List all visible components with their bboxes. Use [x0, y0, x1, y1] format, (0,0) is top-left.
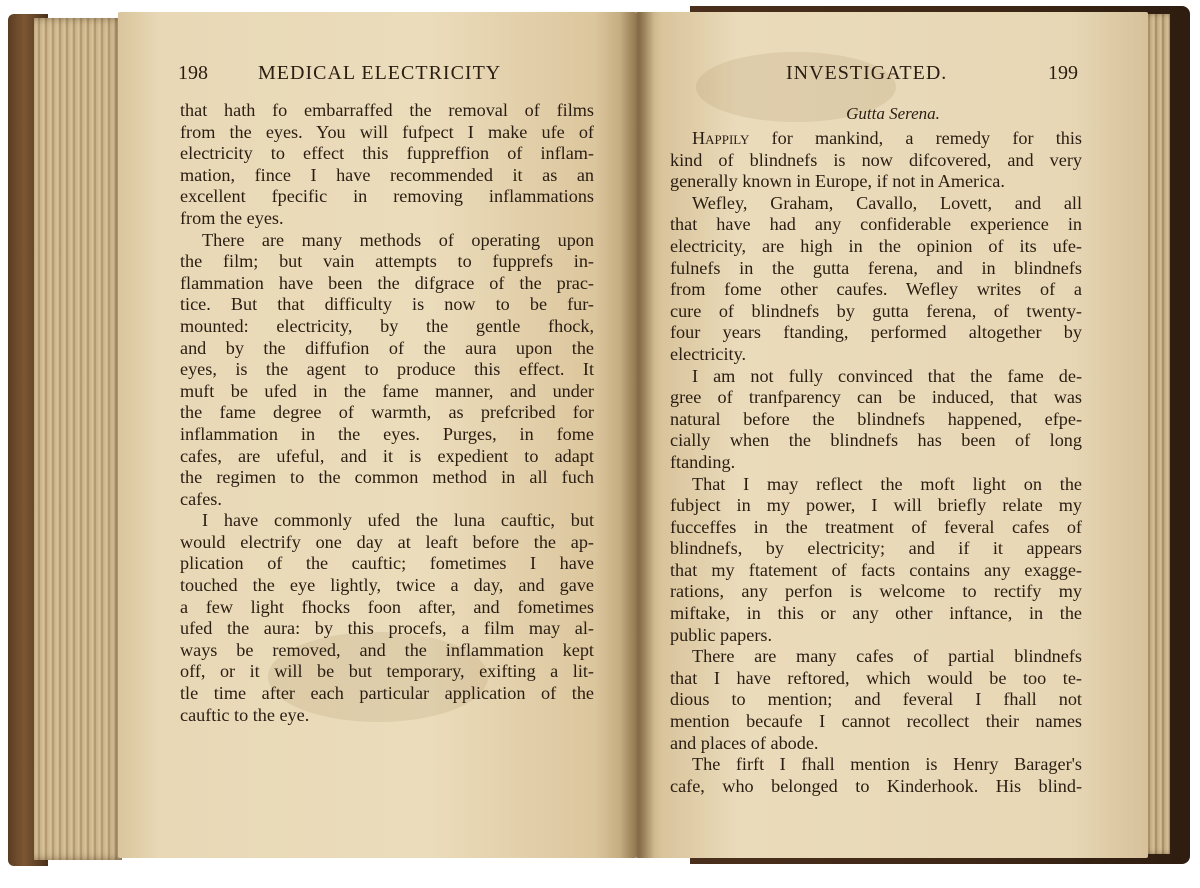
text-line: blindnefs, by electricity; and if it appears: [670, 538, 1082, 559]
text-line: would electrify one day at leaft before the ap-: [180, 531, 594, 552]
text-line: from the eyes. You will fufpect I make ufe of: [180, 121, 594, 142]
text-line: I am not fully convinced that the fame de-: [692, 365, 1082, 386]
text-line: fulnefs in the gutta ferena, and in blindnefs: [670, 257, 1082, 278]
left-page: [118, 12, 636, 858]
book-gutter: [620, 12, 654, 858]
body-text: [670, 128, 1082, 797]
text-line: ufed the aura: by this procefs, a film may al-: [180, 618, 594, 639]
text-line: a few light fhocks foon after, and fometimes: [180, 596, 594, 617]
text-line: fucceffes in the treatment of feveral cafes of: [670, 516, 1082, 537]
text-line: cauftic to the eye.: [180, 704, 310, 725]
text-line: from the eyes.: [180, 207, 284, 228]
text-line: The firft I fhall mention is Henry Barager's: [692, 754, 1082, 775]
text-line: mounted: electricity, by the gentle fhock,: [180, 315, 594, 336]
text-line: ways be removed, and the inflammation kept: [180, 639, 594, 660]
text-line: public papers.: [670, 624, 773, 645]
text-line: tice. But that difficulty is now to be fur-: [180, 294, 594, 315]
text-line: mention becaufe I cannot recollect their names: [670, 711, 1082, 732]
text-line: dious to mention; and feveral I fhall not: [670, 689, 1082, 710]
text-line: that my ftatement of facts contains any exagge-: [670, 559, 1082, 580]
text-line: cafe, who belonged to Kinderhook. His blind-: [670, 775, 1082, 796]
running-head: INVESTIGATED.: [786, 62, 948, 84]
text-line: I have commonly ufed the luna cauftic, but: [202, 510, 594, 531]
text-line: electricity, are high in the opinion of its ufe-: [670, 235, 1082, 256]
text-line: fubject in my power, I will briefly relate my: [670, 495, 1082, 516]
text-line: electricity.: [670, 343, 747, 364]
text-line: Wefley, Graham, Cavallo, Lovett, and all: [692, 192, 1082, 213]
first-word: Happily: [692, 128, 750, 148]
text-line: cure of blindnefs by gutta ferena, of twenty-: [670, 300, 1082, 321]
page-number: 199: [1048, 62, 1078, 84]
text-line: inflammation in the eyes. Purges, in fome: [180, 423, 594, 444]
text-line: cafes.: [180, 488, 222, 509]
text-line: and places of abode.: [670, 732, 819, 753]
text-line: flammation have been the difgrace of the prac-: [180, 272, 594, 293]
text-line: cially when the blindnefs has been of long: [670, 430, 1082, 451]
text-line: that I have reftored, which would be too te-: [670, 667, 1082, 688]
text-line: rations, any perfon is welcome to rectify my: [670, 581, 1082, 602]
text-line: touched the eye lightly, twice a day, and gave: [180, 575, 594, 596]
text-line: the film; but vain attempts to fupprefs in-: [180, 251, 594, 272]
page-number: 198: [178, 62, 208, 84]
text-line: kind of blindnefs is now difcovered, and very: [670, 149, 1082, 170]
text-line: That I may reflect the moft light on the: [692, 473, 1082, 494]
text-line: mation, fince I have recommended it as an: [180, 164, 594, 185]
text-line: from fome other caufes. Wefley writes of a: [670, 279, 1082, 300]
text-line: natural before the blindnefs happened, efpe-: [670, 408, 1082, 429]
text-line: plication of the cauftic; fometimes I have: [180, 553, 594, 574]
page-edges-left: [34, 18, 122, 860]
body-text: [180, 100, 594, 726]
right-page: [636, 12, 1148, 858]
text-line: eyes, is the agent to produce this effect. It: [180, 359, 594, 380]
text-line: generally known in Europe, if not in America.: [670, 171, 1005, 192]
text-line: Happily for mankind, a remedy for this: [692, 128, 1082, 148]
text-line: There are many methods of operating upon: [202, 229, 594, 250]
text-line: four years ftanding, performed altogether by: [670, 322, 1082, 343]
text-line: excellent fpecific in removing inflammations: [180, 186, 594, 207]
text-line: electricity to effect this fuppreffion of inflam-: [180, 143, 594, 164]
text-line: cafes, are ufeful, and it is expedient to adapt: [180, 445, 594, 466]
text-line: There are many cafes of partial blindnefs: [692, 646, 1082, 667]
text-line: off, or it will be but temporary, exifting a lit-: [180, 661, 594, 682]
text-line: muft be ufed in the fame manner, and under: [180, 380, 594, 401]
text-line: tle time after each particular application of the: [180, 683, 594, 704]
text-line: ftanding.: [670, 451, 736, 472]
text-line: miftake, in this or any other inftance, in the: [670, 603, 1082, 624]
text-line: gree of tranfparency can be induced, that was: [670, 387, 1082, 408]
running-head: MEDICAL ELECTRICITY: [258, 62, 502, 84]
text-line: the fame degree of warmth, as prefcribed for: [180, 402, 594, 423]
text-line: and by the diffufion of the aura upon the: [180, 337, 594, 358]
text-line: that have had any confiderable experience in: [670, 214, 1082, 235]
section-title: Gutta Serena.: [846, 104, 940, 123]
text-line: the regimen to the common method in all fuch: [180, 467, 594, 488]
text-line: that hath fo embarraffed the removal of films: [180, 100, 594, 120]
